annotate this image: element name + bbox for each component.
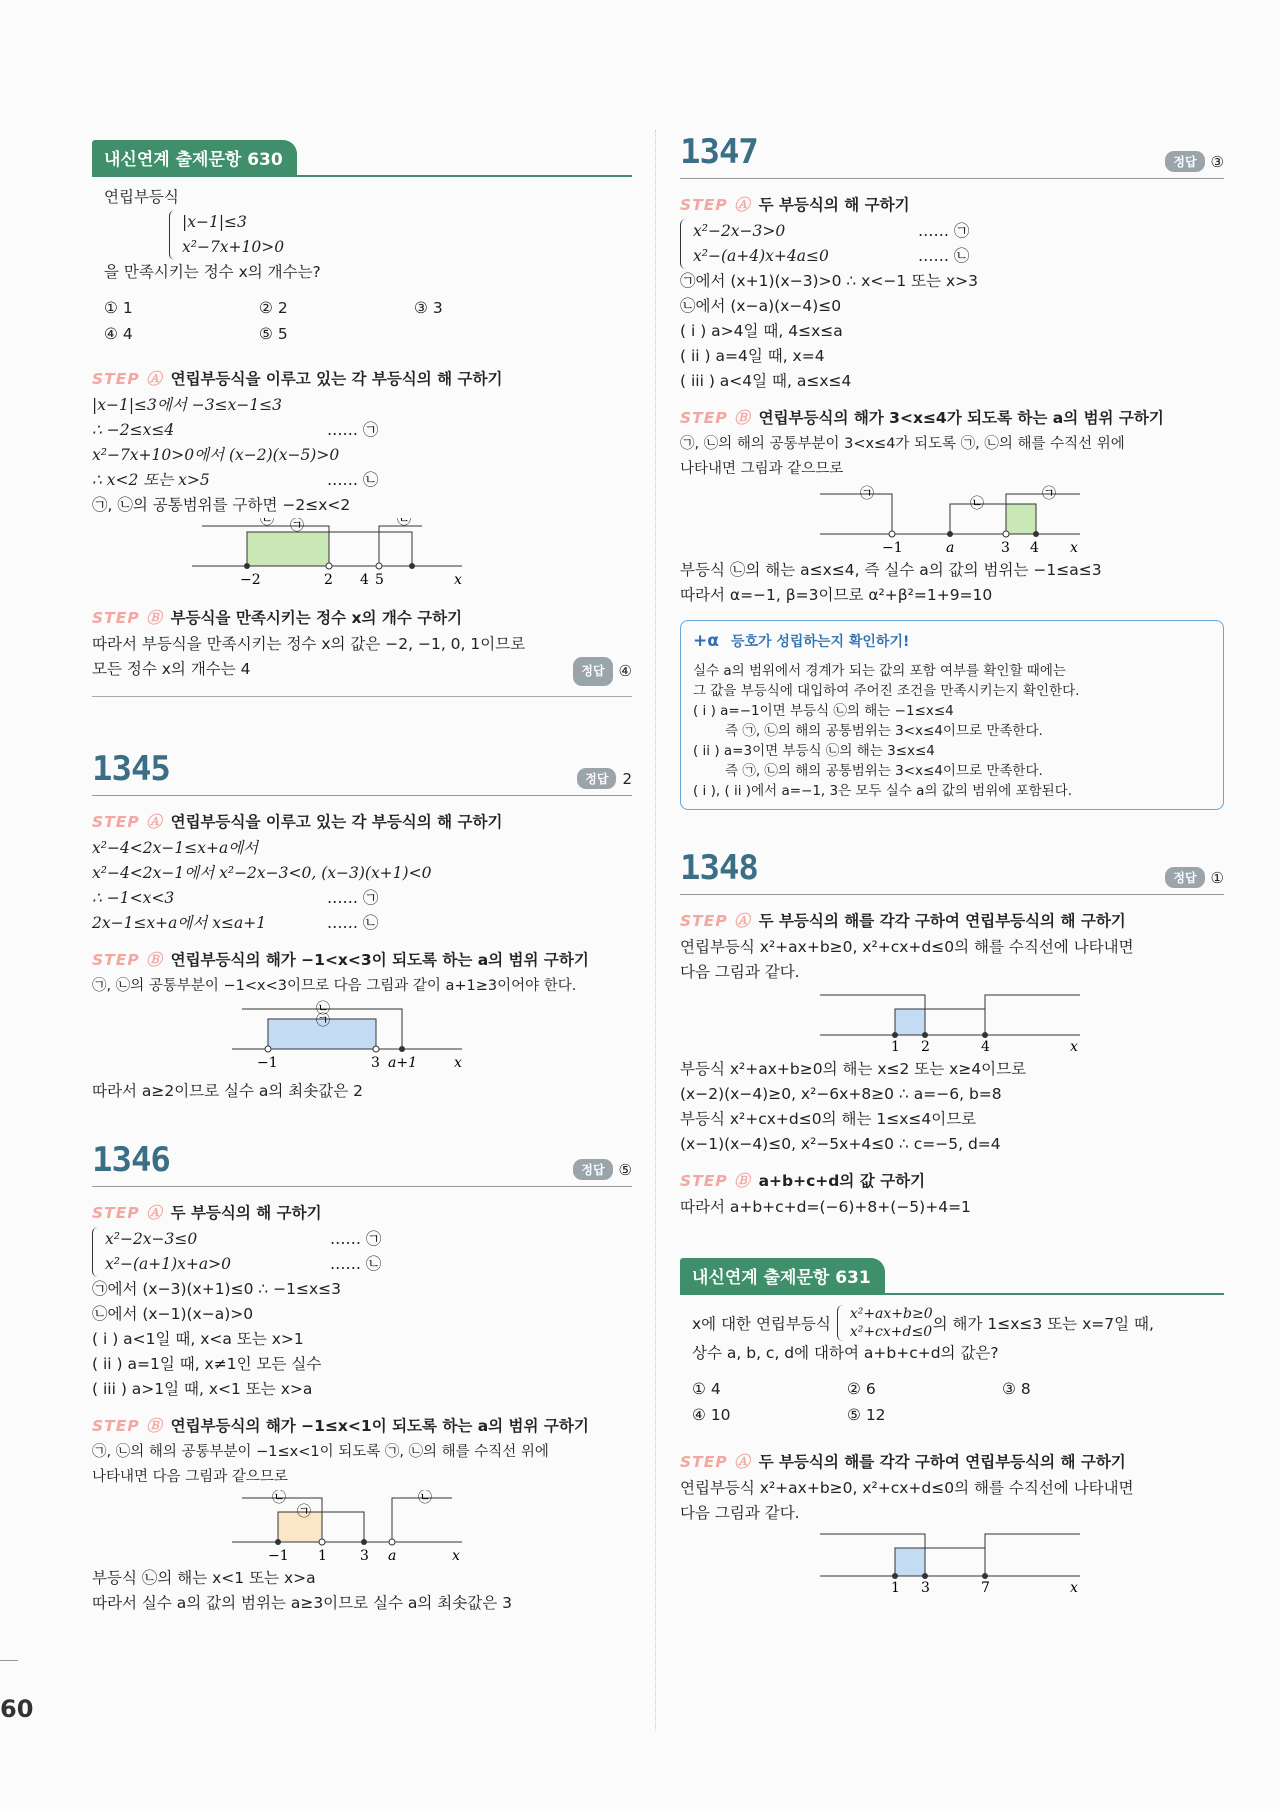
q630-a-line: |x−1|≤3에서 −3≤x−1≤3	[92, 396, 283, 414]
tick-label: −1	[268, 1548, 289, 1562]
q630-number-line-figure	[92, 518, 632, 590]
point-marker	[947, 531, 953, 537]
text: STEP Ⓑ	[92, 1417, 163, 1435]
text: …… ㉡	[918, 247, 970, 265]
answer-box	[1165, 867, 1224, 888]
section-divider	[92, 696, 632, 697]
brace-icon	[169, 210, 178, 260]
point-marker	[922, 1032, 928, 1038]
region-label: ㉡	[272, 1490, 286, 1506]
problem-1345-header	[92, 749, 632, 796]
point-marker	[389, 1539, 395, 1545]
region-label: ㉡	[970, 496, 984, 512]
text: STEP Ⓑ	[92, 609, 163, 627]
p1346-a-line: ㉠에서 (x−3)(x+1)≤0 ∴ −1≤x≤3	[92, 1280, 342, 1298]
p1347-a-line: ㉠에서 (x+1)(x−3)>0 ∴ x<−1 또는 x>3	[680, 272, 979, 290]
text: …… ㉠	[330, 1230, 382, 1248]
q630-a-line	[92, 468, 632, 493]
question-630	[92, 177, 632, 347]
answer-box	[1165, 151, 1224, 172]
right-column	[680, 132, 1224, 1598]
axis-label: x	[1070, 1039, 1078, 1053]
point-marker	[399, 1046, 405, 1052]
p1346-end-line: 부등식 ㉡의 해는 x<1 또는 x>a	[92, 1569, 316, 1587]
tick-label: 7	[981, 1580, 990, 1594]
solution-region	[247, 532, 329, 566]
p1345-a-line	[92, 911, 632, 936]
tick-label: 2	[921, 1039, 930, 1053]
text: …… ㉡	[330, 1255, 382, 1273]
q630-b-line: 따라서 부등식을 만족시키는 정수 x의 값은 −2, −1, 0, 1이므로	[92, 635, 526, 653]
tick-label: 1	[318, 1548, 327, 1562]
text: 정답	[577, 768, 616, 789]
problem-number: 1348	[680, 848, 758, 888]
text: STEP Ⓐ	[92, 1204, 163, 1222]
axis-label: x	[454, 572, 462, 588]
q630-step-b	[92, 606, 632, 628]
choice[interactable]: ⑤ 5	[259, 325, 288, 343]
figure-stroke	[895, 1548, 925, 1576]
tick-label: −1	[882, 540, 903, 554]
tick-label: −2	[240, 572, 261, 588]
tick-label: 3	[1001, 540, 1010, 554]
p1348-step-b	[680, 1169, 1224, 1191]
axis-label: x	[454, 1055, 462, 1071]
p1345-step-b	[92, 948, 632, 970]
text: x²−2x−3≤0	[105, 1230, 198, 1248]
tag-631: 내신연계 출제문항 631	[680, 1258, 885, 1293]
tick-label: 1	[891, 1039, 900, 1053]
tip-line: 실수 a의 범위에서 경계가 되는 값의 포함 여부를 확인할 때에는	[693, 663, 1066, 679]
region-label: ㉠	[297, 1504, 311, 1520]
p1347-a-line: ㉡에서 (x−a)(x−4)≤0	[680, 297, 842, 315]
p1346-end-line: 따라서 실수 a의 값의 범위는 a≥3이므로 실수 a의 최솟값은 3	[92, 1594, 512, 1612]
text: …… ㉡	[327, 471, 379, 489]
tick-label: 3	[360, 1548, 369, 1562]
text: STEP Ⓑ	[680, 1172, 751, 1190]
p1347-step-a	[680, 193, 1224, 215]
text: 두 부등식의 해 구하기	[170, 1204, 322, 1222]
page-number: 60	[0, 1695, 34, 1723]
text: 두 부등식의 해 구하기	[758, 196, 910, 214]
text: STEP Ⓑ	[92, 951, 163, 969]
q630-b-line	[92, 657, 632, 686]
text: ③	[1210, 152, 1224, 171]
p1348-a-line: 연립부등식 x²+ax+b≥0, x²+cx+d≤0의 해를 수직선에 나타내면	[680, 938, 1134, 956]
choice[interactable]: ② 2	[259, 299, 288, 317]
p1346-number-line-figure	[92, 1490, 632, 1562]
tip-line: 즉 ㉠, ㉡의 해의 공통범위는 3<x≤4이므로 만족한다.	[725, 723, 1043, 739]
tip-line: ( ii ) a=3이면 부등식 ㉡의 해는 3≤x≤4	[693, 743, 935, 759]
point-marker	[892, 1032, 898, 1038]
answer-box	[573, 1159, 632, 1180]
point-marker	[244, 563, 250, 569]
p1346-step-a	[92, 1201, 632, 1223]
p1346-a-line: ( ii ) a=1일 때, x≠1인 모든 실수	[92, 1355, 322, 1373]
problem-number: 1345	[92, 749, 170, 789]
p1346-system	[92, 1227, 632, 1277]
region-label: ㉡	[397, 518, 411, 528]
axis-label: x	[1070, 540, 1078, 554]
p1345-a-line: x²−4<2x−1에서 x²−2x−3<0, (x−3)(x+1)<0	[92, 864, 432, 882]
text: ⑤	[618, 1160, 632, 1179]
p1348-step-a	[680, 909, 1224, 931]
choice[interactable]: ① 4	[692, 1380, 721, 1398]
p1348-a-line2: 부등식 x²+ax+b≥0의 해는 x≤2 또는 x≥4이므로	[680, 1060, 1027, 1078]
region-label: ㉠	[316, 1013, 330, 1029]
figure-stroke	[895, 1009, 925, 1035]
text: ∴ x<2 또는 x>5	[92, 471, 210, 489]
problem-number: 1347	[680, 132, 758, 172]
tag-630: 내신연계 출제문항 630	[92, 140, 297, 175]
p1346-step-b	[92, 1414, 632, 1436]
tip-box	[680, 620, 1224, 810]
text: …… ㉠	[918, 222, 970, 240]
text: …… ㉠	[327, 889, 379, 907]
brace-icon	[837, 1305, 846, 1341]
q630-choices	[104, 295, 620, 347]
tip-line: 그 값을 부등식에 대입하여 주어진 조건을 만족시키는지 확인한다.	[693, 683, 1080, 699]
text: 연립부등식의 해가 −1<x<3이 되도록 하는 a의 범위 구하기	[170, 951, 589, 969]
q631-post: 의 해가 1≤x≤3 또는 x=7일 때,	[932, 1315, 1154, 1333]
tick-label: 4	[360, 572, 369, 588]
point-marker	[326, 563, 332, 569]
text: STEP Ⓐ	[92, 813, 163, 831]
problem-number: 1346	[92, 1140, 170, 1180]
q630-step-a	[92, 367, 632, 389]
text: 정답	[1165, 867, 1204, 888]
column-divider	[655, 130, 656, 1730]
region-label: ㉠	[290, 518, 304, 534]
choice[interactable]: ④ 4	[104, 325, 133, 343]
text: 부등식을 만족시키는 정수 x의 개수 구하기	[170, 609, 463, 627]
p1347-end-line: 부등식 ㉡의 해는 a≤x≤4, 즉 실수 a의 값의 범위는 −1≤a≤3	[680, 561, 1102, 579]
choice[interactable]: ③ 3	[414, 299, 443, 317]
q631-ineq-1: x²+ax+b≥0	[849, 1306, 933, 1322]
point-marker	[922, 1573, 928, 1579]
tick-label: 5	[375, 572, 384, 588]
problem-1346-header	[92, 1140, 632, 1187]
p1345-step-a	[92, 810, 632, 832]
p1345-a-line	[92, 886, 632, 911]
point-marker	[376, 563, 382, 569]
region-label: ㉠	[1042, 486, 1056, 502]
p1345-number-line-figure	[92, 999, 632, 1071]
text: STEP Ⓐ	[680, 196, 751, 214]
p1347-end-line: 따라서 α=−1, β=3이므로 α²+β²=1+9=10	[680, 586, 993, 604]
tip-line: ( i ) a=−1이면 부등식 ㉡의 해는 −1≤x≤4	[693, 703, 954, 719]
text: …… ㉠	[327, 421, 379, 439]
text: x²−(a+4)x+4a≤0	[693, 247, 829, 265]
brace-icon	[680, 219, 689, 269]
point-marker	[1003, 531, 1009, 537]
point-marker	[892, 1573, 898, 1579]
text: x²−(a+1)x+a>0	[105, 1255, 231, 1273]
text: 정답	[573, 1159, 612, 1180]
choice[interactable]: ⑤ 12	[847, 1406, 886, 1424]
text: STEP Ⓐ	[92, 370, 163, 388]
axis-label: x	[1070, 1580, 1078, 1594]
text: 두 부등식의 해를 각각 구하여 연립부등식의 해 구하기	[758, 1453, 1126, 1471]
text: STEP Ⓑ	[680, 409, 751, 427]
p1347-a-line: ( i ) a>4일 때, 4≤x≤a	[680, 322, 843, 340]
text: a+b+c+d의 값 구하기	[758, 1172, 926, 1190]
text: 연립부등식의 해가 3<x≤4가 되도록 하는 a의 범위 구하기	[758, 409, 1164, 427]
choice[interactable]: ③ 8	[1002, 1380, 1031, 1398]
p1345-conclusion: 따라서 a≥2이므로 실수 a의 최솟값은 2	[92, 1082, 363, 1100]
p1348-a-line2: (x−1)(x−4)≤0, x²−5x+4≤0 ∴ c=−5, d=4	[680, 1135, 1001, 1153]
p1346-b-line: ㉠, ㉡의 해의 공통부분이 −1≤x<1이 되도록 ㉠, ㉡의 해를 수직선 위에	[92, 1444, 549, 1460]
p1345-a-line: x²−4<2x−1≤x+a에서	[92, 839, 259, 857]
text: 정답	[1165, 151, 1204, 172]
point-marker	[409, 563, 415, 569]
region-label: ㉡	[260, 518, 274, 528]
text: 2x−1≤x+a에서 x≤a+1	[92, 914, 267, 932]
point-marker	[361, 1539, 367, 1545]
text: 등호가 성립하는지 확인하기!	[730, 634, 910, 650]
text: …… ㉡	[327, 914, 379, 932]
choice[interactable]: ② 6	[847, 1380, 876, 1398]
tick-label: a+1	[388, 1055, 417, 1071]
point-marker	[319, 1539, 325, 1545]
p1347-step-b	[680, 406, 1224, 428]
p1346-a-line: ( i ) a<1일 때, x<a 또는 x>1	[92, 1330, 304, 1348]
p1347-b-line: ㉠, ㉡의 해의 공통부분이 3<x≤4가 되도록 ㉠, ㉡의 해를 수직선 위에	[680, 436, 1125, 452]
problem-1347-header	[680, 132, 1224, 179]
point-marker	[265, 1046, 271, 1052]
axis-label: x	[452, 1548, 460, 1562]
q630-ineq-1: |x−1|≤3	[182, 213, 247, 231]
p1348-a-line: 다음 그림과 같다.	[680, 963, 800, 981]
point-marker	[275, 1539, 281, 1545]
p1346-b-line: 나타내면 다음 그림과 같으므로	[92, 1469, 288, 1485]
p1347-number-line-figure	[680, 482, 1224, 554]
text: 모든 정수 x의 개수는 4	[92, 660, 251, 678]
tip-line: 즉 ㉠, ㉡의 해의 공통범위는 3<x≤4이므로 만족한다.	[725, 763, 1043, 779]
text: ①	[1210, 868, 1224, 887]
q631-a-line: 연립부등식 x²+ax+b≥0, x²+cx+d≤0의 해를 수직선에 나타내면	[680, 1479, 1134, 1497]
p1347-a-line: ( iii ) a<4일 때, a≤x≤4	[680, 372, 852, 390]
text: x²−2x−3>0	[693, 222, 786, 240]
tick-label: 2	[324, 572, 333, 588]
q630-ineq-2: x²−7x+10>0	[182, 238, 285, 256]
region-label: ㉡	[316, 1001, 330, 1017]
q631-number-line-figure	[680, 1526, 1224, 1594]
text: 연립부등식을 이루고 있는 각 부등식의 해 구하기	[170, 370, 503, 388]
point-marker	[982, 1573, 988, 1579]
q631-step-a	[680, 1450, 1224, 1472]
tick-label: 4	[981, 1039, 990, 1053]
text: 연립부등식의 해가 −1≤x<1이 되도록 하는 a의 범위 구하기	[170, 1417, 589, 1435]
choice[interactable]: ① 1	[104, 299, 133, 317]
text: 두 부등식의 해를 각각 구하여 연립부등식의 해 구하기	[758, 912, 1126, 930]
point-marker	[373, 1046, 379, 1052]
q630-intro: 연립부등식	[104, 188, 179, 206]
answer-box	[577, 768, 632, 789]
p1345-b-line: ㉠, ㉡의 공통부분이 −1<x<3이므로 다음 그림과 같이 a+1≥3이어야 한다.	[92, 978, 577, 994]
p1346-a-line: ㉡에서 (x−1)(x−a)>0	[92, 1305, 254, 1323]
p1348-number-line-figure	[680, 985, 1224, 1053]
q630-a-line	[92, 418, 632, 443]
tag-630-rule	[92, 140, 632, 177]
point-marker	[1033, 531, 1039, 537]
text: +α	[693, 631, 719, 651]
p1347-system	[680, 219, 1224, 269]
text: ∴ −2≤x≤4	[92, 421, 175, 439]
text: STEP Ⓐ	[680, 912, 751, 930]
text: 연립부등식을 이루고 있는 각 부등식의 해 구하기	[170, 813, 503, 831]
figure-stroke	[985, 1534, 1080, 1576]
region-label: ㉠	[860, 486, 874, 502]
tag-631-rule	[680, 1258, 1224, 1295]
choice[interactable]: ④ 10	[692, 1406, 731, 1424]
answer-box	[573, 657, 632, 686]
tip-line: ( i ), ( ii )에서 a=−1, 3은 모두 실수 a의 값의 범위에 포함된다.	[693, 783, 1073, 799]
tick-label: 3	[371, 1055, 380, 1071]
tick-label: 1	[891, 1580, 900, 1594]
p1347-a-line: ( ii ) a=4일 때, x=4	[680, 347, 825, 365]
q630-a-line: ㉠, ㉡의 공통범위를 구하면 −2≤x<2	[92, 496, 351, 514]
problem-1348-header	[680, 848, 1224, 895]
q630-system	[169, 210, 620, 260]
brace-icon	[92, 1227, 101, 1277]
page-edge-rule	[0, 1660, 18, 1661]
point-marker	[889, 531, 895, 537]
q631-a-line: 다음 그림과 같다.	[680, 1504, 800, 1522]
q631-line2: 상수 a, b, c, d에 대하여 a+b+c+d의 값은?	[692, 1344, 999, 1362]
figure-stroke	[820, 494, 892, 534]
p1347-b-line: 나타내면 그림과 같으므로	[680, 461, 844, 477]
text: 2	[622, 769, 632, 788]
tick-label: −1	[257, 1055, 278, 1071]
p1348-a-line2: (x−2)(x−4)≥0, x²−6x+8≥0 ∴ a=−6, b=8	[680, 1085, 1002, 1103]
q630-question: 을 만족시키는 정수 x의 개수는?	[104, 263, 321, 281]
text: 정답	[573, 657, 612, 686]
text: STEP Ⓐ	[680, 1453, 751, 1471]
figure-stroke	[985, 995, 1080, 1035]
region-label: ㉡	[418, 1490, 432, 1506]
figure-stroke	[1006, 504, 1036, 534]
tick-label: a	[388, 1548, 397, 1562]
q631-ineq-2: x²+cx+d≤0	[849, 1324, 933, 1340]
q631-choices	[692, 1376, 1212, 1428]
q631-pre: x에 대한 연립부등식	[692, 1315, 831, 1333]
question-631	[680, 1295, 1224, 1428]
tick-label: 3	[921, 1580, 930, 1594]
left-column	[92, 140, 632, 1616]
point-marker	[982, 1032, 988, 1038]
p1348-b-line: 따라서 a+b+c+d=(−6)+8+(−5)+4=1	[680, 1198, 971, 1216]
q630-a-line: x²−7x+10>0에서 (x−2)(x−5)>0	[92, 446, 340, 464]
p1346-a-line: ( iii ) a>1일 때, x<1 또는 x>a	[92, 1380, 313, 1398]
tip-header	[693, 631, 1211, 651]
text: ∴ −1<x<3	[92, 889, 175, 907]
tick-label: 4	[1030, 540, 1039, 554]
text: ④	[618, 662, 632, 680]
tick-label: a	[946, 540, 955, 554]
p1348-a-line2: 부등식 x²+cx+d≤0의 해는 1≤x≤4이므로	[680, 1110, 977, 1128]
